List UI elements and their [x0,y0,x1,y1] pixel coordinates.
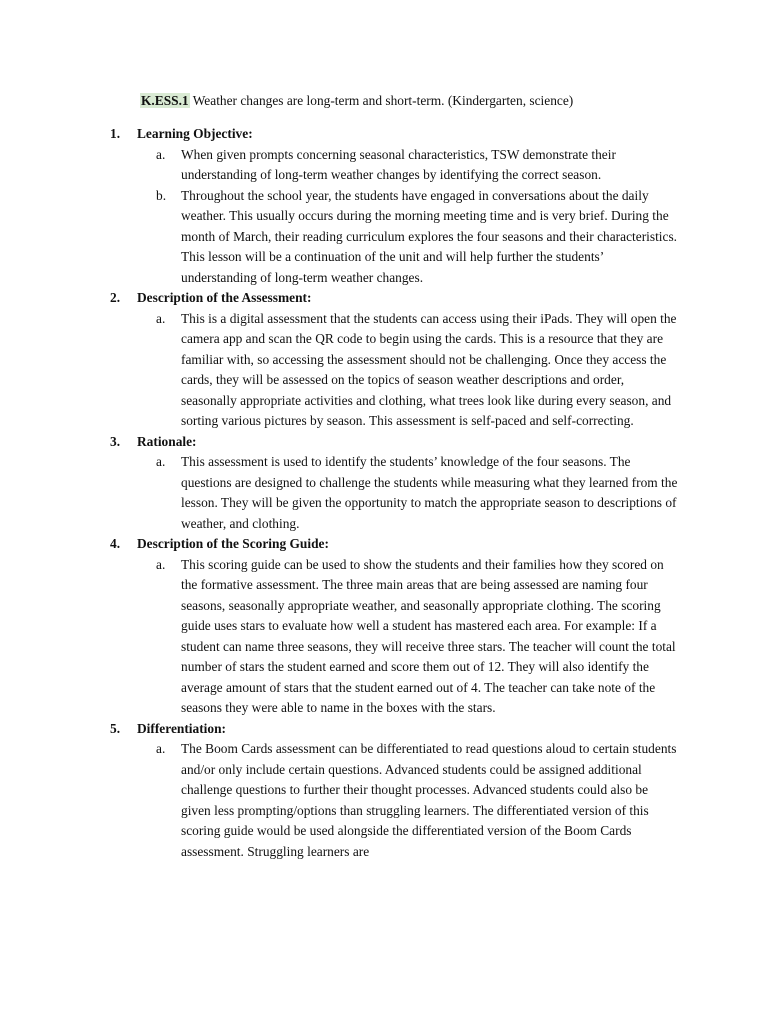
item-letter: a. [156,556,166,572]
item-text: When given prompts concerning seasonal characteristics, TSW demonstrate their understanding of long-term weather changes by identifying the correct season. [181,146,616,182]
section-scoring-guide [110,534,680,719]
section-number: 2. [110,290,121,305]
section-differentiation [110,719,680,863]
list-item [110,452,680,534]
section-number: 4. [110,536,121,551]
item-letter: a. [156,310,166,326]
section-title: Rationale: [137,433,197,449]
section-assessment-description [110,288,680,432]
item-text: Throughout the school year, the students have engaged in conversations about the daily weather. This usually occurs during the morning meeting time and is very brief. During the month of March, their reading curriculum explores the four seasons and their characteristics. This lesson will be a continuation of the unit and will help further the students’ understanding of long-term weather changes. [181,187,678,285]
item-text: The Boom Cards assessment can be differentiated to read questions aloud to certain students and/or only include certain questions. Advanced students could be assigned additional challenge questions to further their thought processes. Advanced students could also be given less prompting/options than struggling learners. The differentiated version of this scoring guide would be used alongside the differentiated version of the Boom Cards assessment. Struggling learners are [181,741,677,859]
standard-description: Weather changes are long-term and short-term. (Kindergarten, science) [189,93,574,108]
section-heading [110,719,680,740]
item-letter: b. [156,187,167,203]
list-item [110,555,680,719]
item-text: This assessment is used to identify the students’ knowledge of the four seasons. The questions are designed to challenge the students while measuring what they learned from the lesson. They will be given the opportunity to match the appropriate season to descriptions of weather, and clothing. [181,454,678,531]
section-rationale [110,432,680,535]
section-heading [110,124,680,145]
standard-code: K.ESS.1 [141,93,189,108]
item-letter: a. [156,454,166,469]
item-text: This scoring guide can be used to show the students and their families how they scored on the formative assessment. The three main areas that are being assessed are naming four seasons, seasonally appropriate weather, and seasonally appropriate clothing. The scoring guide uses stars to evaluate how well a student has mastered each area. For example: If a student can name three seasons, they will receive three stars. The teacher will count the total number of stars the student earned and score them out of 12. They will also identify the average amount of stars that the student earned out of 4. The teacher can take note of the seasons they were able to name in the boxes with the stars. [181,556,676,715]
standard-header [140,91,573,112]
section-title: Description of the Scoring Guide: [137,536,329,551]
section-number: 1. [110,126,121,141]
section-heading [110,534,680,555]
section-heading [110,288,680,309]
section-number: 5. [110,720,121,736]
section-title: Differentiation: [137,720,227,736]
section-number: 3. [110,433,121,449]
sections-list [110,124,680,862]
list-item [110,145,680,186]
item-text: This is a digital assessment that the students can access using their iPads. They will open the camera app and scan the QR code to begin using the cards. This is a resource that they are familiar with, so accessing the assessment should not be challenging. Once they access the cards, they will be assessed on the topics of season weather descriptions and order, seasonally appropriate activities and clothing, what trees look like during every season, and sorting various pictures by season. This assessment is self-paced and self-correcting. [181,310,677,428]
section-heading [110,432,680,453]
section-learning-objective [110,124,680,288]
list-item [110,739,680,862]
list-item [110,309,680,432]
list-item [110,186,680,289]
section-title: Learning Objective: [137,126,253,141]
item-letter: a. [156,146,166,162]
section-title: Description of the Assessment: [137,290,312,305]
item-letter: a. [156,741,166,756]
